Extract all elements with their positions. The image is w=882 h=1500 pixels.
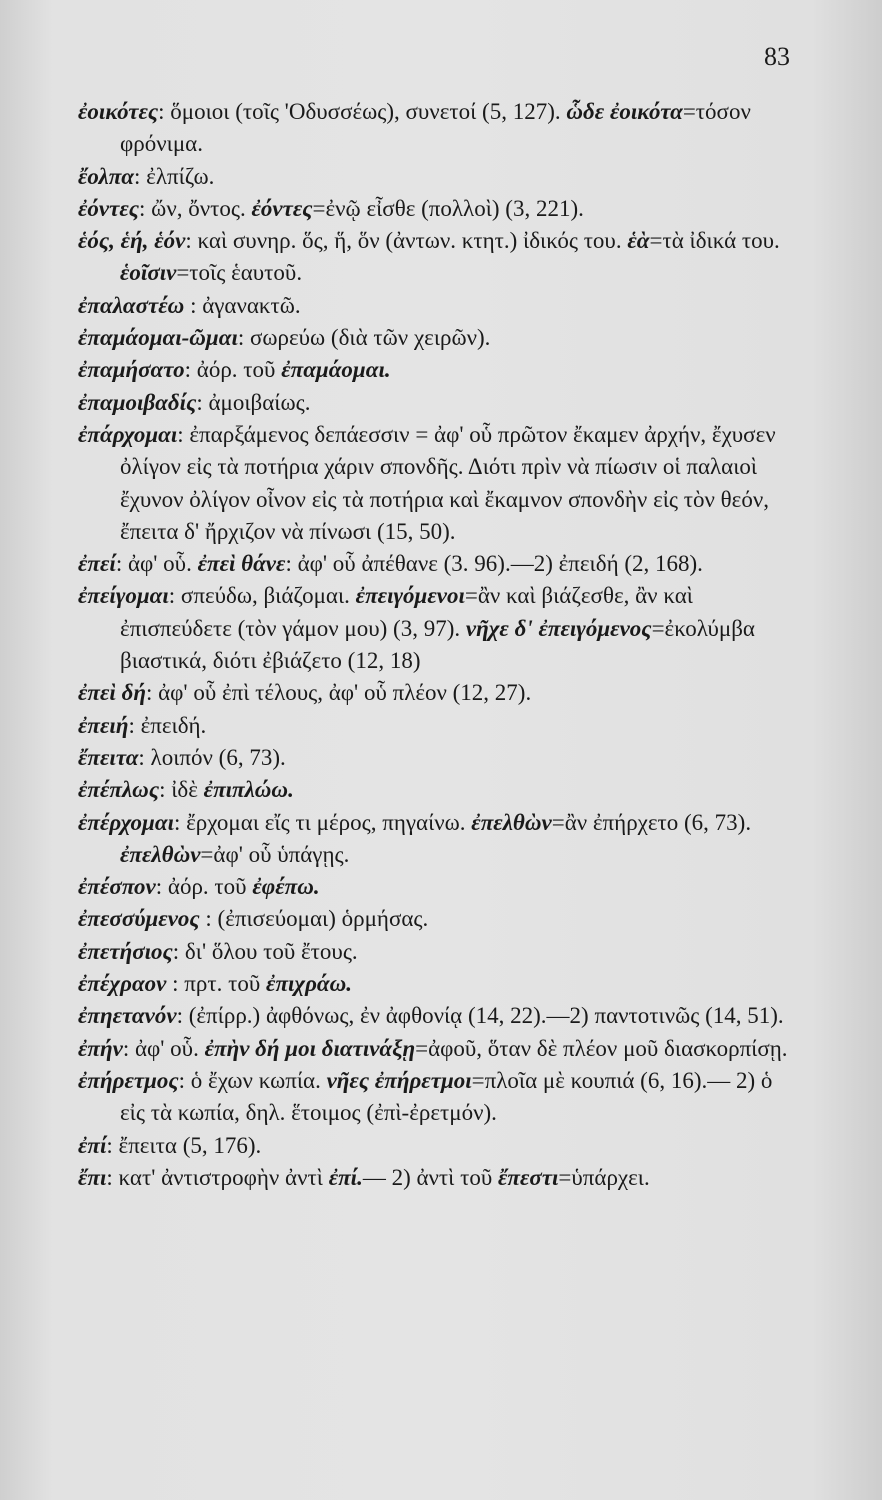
headword: ἐπειή	[78, 712, 129, 738]
headword: ἔπι	[78, 1164, 107, 1190]
headword: ἐπείγομαι	[78, 583, 169, 609]
dictionary-entry	[78, 1162, 798, 1194]
headword: ἐπαμάομαι-ῶμαι	[78, 325, 238, 351]
definition-text: : ἐπειδή.	[128, 712, 207, 738]
definition-text: : καὶ συνηρ. ὅς, ἥ, ὅν (ἀντων. κτητ.) ἰδικός του.	[185, 228, 628, 254]
definition-text: =τὰ ἰδικά του.	[649, 228, 780, 254]
definition-text: : ἀφ' οὗ ἐπὶ τέλους, ἀφ' οὗ πλέον (12, 27).	[145, 680, 532, 706]
definition-text: =τοῖς ἑαυτοῦ.	[176, 260, 303, 286]
dictionary-entry	[78, 903, 798, 935]
headword: νῆχε δ' ἐπειγόμενος	[465, 615, 652, 641]
dictionary-entry	[78, 354, 798, 386]
definition-text: : σπεύδω, βιάζομαι.	[168, 583, 356, 609]
dictionary-entry	[78, 807, 798, 872]
page-number: 83	[764, 42, 790, 71]
dictionary-entry	[78, 548, 798, 580]
definition-text: : ἐλπίζω.	[134, 163, 215, 189]
headword: ἐπὴν δή μοι διατινάξῃ	[204, 1035, 416, 1061]
definition-text: =ἀφ' οὗ ὑπάγῃς.	[200, 841, 350, 867]
dictionary-entry	[78, 968, 798, 1000]
definition-text: : πρτ. τοῦ	[166, 971, 267, 997]
dictionary-entries	[78, 96, 798, 1194]
dictionary-entry	[78, 322, 798, 354]
definition-text: : ἀόρ. τοῦ	[184, 357, 282, 383]
definition-text: : ἀφ' οὗ ἀπέθανε (3. 96).—2) ἐπειδή (2, 168).	[285, 551, 703, 577]
headword: ἐπί	[78, 1132, 107, 1158]
definition-text: : ἰδὲ	[159, 777, 204, 803]
definition-text: : δι' ὅλου τοῦ ἔτους.	[172, 938, 358, 964]
headword: ἐπήν	[78, 1035, 123, 1061]
definition-text: : (ἐπισεύομαι) ὁρμήσας.	[199, 906, 429, 932]
headword: ἐπί.	[328, 1164, 363, 1190]
definition-text: =ὑπάρχει.	[558, 1164, 650, 1190]
definition-text: =ἂν ἐπήρχετο (6, 73).	[551, 809, 752, 835]
dictionary-entry	[78, 161, 798, 193]
definition-text: : ἀφ' οὗ.	[115, 551, 198, 577]
dictionary-entry	[78, 742, 798, 774]
headword: ἐοικότες	[78, 99, 159, 124]
dictionary-entry	[78, 871, 798, 903]
definition-text: : ἀφ' οὗ.	[122, 1035, 205, 1061]
dictionary-entry	[78, 96, 798, 161]
headword: ἑοῖσιν	[120, 260, 177, 286]
definition-text: =ἐνῷ εἶσθε (πολλοὶ) (3, 221).	[312, 195, 584, 221]
headword: ἐπάρχομαι	[78, 421, 178, 447]
definition-text: : ὁ ἔχων κωπία.	[178, 1067, 327, 1093]
definition-text: : ἀγανακτῶ.	[184, 292, 301, 318]
definition-text: : ἀόρ. τοῦ	[155, 874, 253, 900]
definition-text: =τόσον φρόνιμα.	[120, 99, 751, 157]
definition-text: =ἐκολύμβα βιαστικά, διότι ἐβιάζετο (12, 18)	[120, 615, 755, 674]
definition-text: : λοιπόν (6, 73).	[138, 744, 286, 770]
dictionary-entry	[78, 1000, 798, 1032]
headword: ἔολπα	[78, 163, 135, 189]
headword: ἐόντες	[251, 195, 313, 221]
headword: ἐπετήσιος	[78, 938, 173, 964]
dictionary-entry	[78, 193, 798, 225]
dictionary-entry	[78, 677, 798, 709]
headword: ἑός, ἑή, ἑόν	[78, 228, 186, 254]
headword: ἐόντες	[78, 195, 140, 221]
headword: ἐπέπλως	[78, 777, 160, 803]
headword: ἐφέπω.	[252, 874, 320, 900]
dictionary-entry	[78, 225, 798, 290]
headword: ἐπελθὼν	[471, 809, 552, 835]
definition-text: : σωρεύω (διὰ τῶν χειρῶν).	[237, 325, 491, 351]
definition-text: : ἀμοιβαίως.	[196, 389, 311, 415]
headword: ὧδε ἐοικότα	[566, 99, 683, 124]
headword: ἐπεὶ θάνε	[197, 551, 286, 577]
definition-text: : (ἐπίρρ.) ἀφθόνως, ἐν ἀφθονίᾳ (14, 22).—2) παντοτινῶς (14, 51).	[176, 1003, 784, 1029]
definition-text: : ὅμοιοι (τοῖς 'Οδυσσέως), συνετοί (5, 127).	[158, 99, 567, 124]
dictionary-entry	[78, 580, 798, 677]
headword: ἑὰ	[627, 228, 650, 254]
headword: ἐπιχράω.	[266, 971, 353, 997]
definition-text: =πλοῖα μὲ κουπιά (6, 16).— 2) ὁ εἰς τὰ κωπία, δηλ. ἕτοιμος (ἐπὶ-ἐρετμόν).	[120, 1067, 773, 1126]
definition-text: : ἐπαρξάμενος δεπάεσσιν = ἀφ' οὗ πρῶτον ἔκαμεν ἀρχήν, ἔχυσεν ὀλίγον εἰς τὰ ποτήρια χάριν σπονδῆς. Διότι πρὶν νὰ πίωσιν οἱ παλαιοὶ ἔχυνον ὀλίγον οἶνον εἰς τὰ ποτήρια καὶ ἔκαμνον σπονδὴν εἰς τὸν θεόν, ἔπειτα δ' ἤρχιζον νὰ πίνωσι (15, 50).	[120, 421, 776, 544]
dictionary-entry	[78, 290, 798, 322]
dictionary-entry	[78, 1033, 798, 1065]
definition-text: =ἀφοῦ, ὅταν δὲ πλέον μοῦ διασκορπίσῃ.	[415, 1035, 788, 1061]
dictionary-entry	[78, 387, 798, 419]
dictionary-entry	[78, 1130, 798, 1162]
definition-text: — 2) ἀντὶ τοῦ	[362, 1164, 498, 1190]
headword: ἐπεσσύμενος	[78, 906, 200, 932]
definition-text: : ἔρχομαι εἴς τι μέρος, πηγαίνω.	[173, 809, 472, 835]
headword: ἐπέρχομαι	[78, 809, 174, 835]
headword: ἔπεστι	[498, 1164, 559, 1190]
headword: νῆες ἐπήρετμοι	[326, 1067, 472, 1093]
headword: ἐπαμήσατο	[78, 357, 185, 383]
definition-text: : ὤν, ὄντος.	[139, 195, 252, 221]
definition-text: : ἔπειτα (5, 176).	[106, 1132, 262, 1158]
headword: ἔπειτα	[78, 744, 139, 770]
headword: ἐπαλαστέω	[78, 292, 185, 318]
dictionary-entry	[78, 419, 798, 548]
headword: ἐπελθὼν	[120, 841, 201, 867]
headword: ἐπιπλώω.	[203, 777, 294, 803]
headword: ἐπηετανόν	[78, 1003, 177, 1029]
dictionary-entry	[78, 1065, 798, 1130]
headword: ἐπέσπον	[78, 874, 156, 900]
headword: ἐπαμοιβαδίς	[78, 389, 197, 415]
dictionary-entry	[78, 774, 798, 806]
headword: ἐπέχραον	[78, 971, 167, 997]
headword: ἐπεί	[78, 551, 116, 577]
dictionary-entry	[78, 710, 798, 742]
dictionary-entry	[78, 936, 798, 968]
headword: ἐπήρετμος	[78, 1067, 179, 1093]
definition-text: =ἂν καὶ βιάζεσθε, ἂν καὶ ἐπισπεύδετε (τὸν γάμον μου) (3, 97).	[120, 583, 693, 641]
headword: ἐπαμάομαι.	[281, 357, 391, 383]
headword: ἐπεὶ δή	[78, 680, 146, 706]
definition-text: : κατ' ἀντιστροφὴν ἀντὶ	[106, 1164, 329, 1190]
headword: ἐπειγόμενοι	[355, 583, 465, 609]
